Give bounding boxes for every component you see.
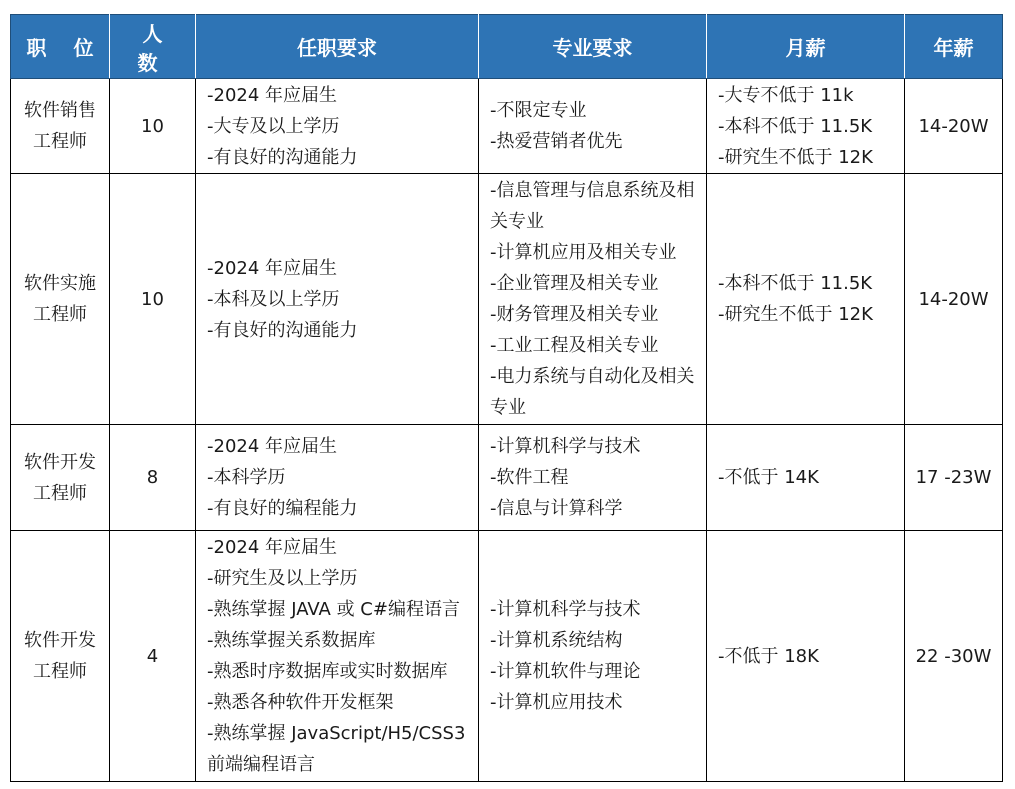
majors-cell	[479, 425, 707, 531]
position-cell	[11, 79, 110, 174]
major-item: -信息管理与信息系统及相关专业	[490, 180, 695, 232]
major-item: -软件工程	[490, 467, 569, 488]
position-line: 软件实施	[24, 273, 96, 294]
position-cell	[11, 425, 110, 531]
position-line: 软件销售	[24, 100, 96, 121]
major-item: -工业工程及相关专业	[490, 335, 659, 356]
monthly-item: -大专不低于 11k	[718, 84, 854, 106]
monthly-salary-cell	[707, 79, 905, 174]
requirement-item: -熟悉各种软件开发框架	[207, 692, 394, 713]
annual-salary-cell: 14-20W	[905, 79, 1003, 174]
requirements-cell	[196, 79, 479, 174]
position-line: 工程师	[33, 482, 87, 504]
requirements-cell	[196, 531, 479, 782]
count-cell: 10	[110, 79, 196, 174]
header-position: 职 位	[11, 15, 110, 79]
majors-cell	[479, 531, 707, 782]
major-item: -财务管理及相关专业	[490, 304, 659, 325]
header-annual-salary: 年薪	[905, 15, 1003, 79]
major-item: -计算机科学与技术	[490, 599, 641, 620]
majors-cell	[479, 174, 707, 425]
monthly-salary-cell	[707, 174, 905, 425]
requirements-cell	[196, 425, 479, 531]
major-item: -企业管理及相关专业	[490, 273, 659, 294]
table-row	[11, 174, 1003, 425]
table-row	[11, 531, 1003, 782]
position-line: 工程师	[33, 661, 87, 682]
position-line: 工程师	[33, 131, 87, 152]
count-cell: 10	[110, 174, 196, 425]
recruitment-table-container	[10, 14, 1003, 782]
major-item: -信息与计算科学	[490, 498, 623, 519]
position-cell	[11, 174, 110, 425]
monthly-item: -不低于 14K	[718, 467, 819, 488]
requirement-item: -研究生及以上学历	[207, 568, 358, 589]
requirement-item: -熟悉时序数据库或实时数据库	[207, 661, 448, 682]
major-item: -计算机应用技术	[490, 692, 623, 713]
requirement-item: -熟练掌握 JAVA 或 C#编程语言	[207, 599, 460, 620]
header-monthly-salary: 月薪	[707, 15, 905, 79]
requirement-item: -2024 年应届生	[207, 537, 338, 558]
monthly-item: -不低于 18K	[718, 645, 819, 667]
major-item: -计算机应用及相关专业	[490, 242, 677, 263]
count-cell: 4	[110, 531, 196, 782]
position-cell	[11, 531, 110, 782]
annual-salary-cell: 14-20W	[905, 174, 1003, 425]
monthly-item: -研究生不低于 12K	[718, 146, 873, 168]
annual-salary-cell: 17 -23W	[905, 425, 1003, 531]
requirement-item: -熟练掌握关系数据库	[207, 630, 376, 651]
table-row	[11, 425, 1003, 531]
monthly-item: -本科不低于 11.5K	[718, 115, 873, 137]
monthly-item: -本科不低于 11.5K	[718, 273, 873, 294]
major-item: -电力系统与自动化及相关专业	[490, 366, 695, 418]
table-row	[11, 79, 1003, 174]
monthly-salary-cell	[707, 425, 905, 531]
header-count: 人 数	[110, 15, 196, 79]
position-line: 软件开发	[24, 451, 96, 473]
requirement-item: -大专及以上学历	[207, 115, 340, 137]
major-item: -热爱营销者优先	[490, 131, 623, 152]
position-line: 工程师	[33, 304, 87, 325]
position-line: 软件开发	[24, 630, 96, 651]
count-cell: 8	[110, 425, 196, 531]
requirement-item: -本科学历	[207, 467, 286, 488]
recruitment-table	[10, 14, 1003, 782]
requirement-item: -2024 年应届生	[207, 436, 338, 457]
requirement-item: -熟练掌握 JavaScript/H5/CSS3 前端编程语言	[207, 723, 466, 775]
monthly-item: -研究生不低于 12K	[718, 304, 873, 325]
requirement-item: -本科及以上学历	[207, 288, 340, 310]
major-item: -不限定专业	[490, 100, 587, 121]
requirement-item: -2024 年应届生	[207, 257, 338, 279]
header-row	[11, 15, 1003, 79]
header-requirements: 任职要求	[196, 15, 479, 79]
annual-salary-cell: 22 -30W	[905, 531, 1003, 782]
header-majors: 专业要求	[479, 15, 707, 79]
monthly-salary-cell	[707, 531, 905, 782]
requirement-item: -有良好的沟通能力	[207, 146, 358, 168]
requirement-item: -有良好的沟通能力	[207, 319, 358, 341]
major-item: -计算机系统结构	[490, 630, 623, 651]
major-item: -计算机软件与理论	[490, 661, 641, 682]
requirement-item: -有良好的编程能力	[207, 498, 358, 519]
major-item: -计算机科学与技术	[490, 436, 641, 457]
majors-cell	[479, 79, 707, 174]
requirement-item: -2024 年应届生	[207, 84, 338, 106]
requirements-cell	[196, 174, 479, 425]
